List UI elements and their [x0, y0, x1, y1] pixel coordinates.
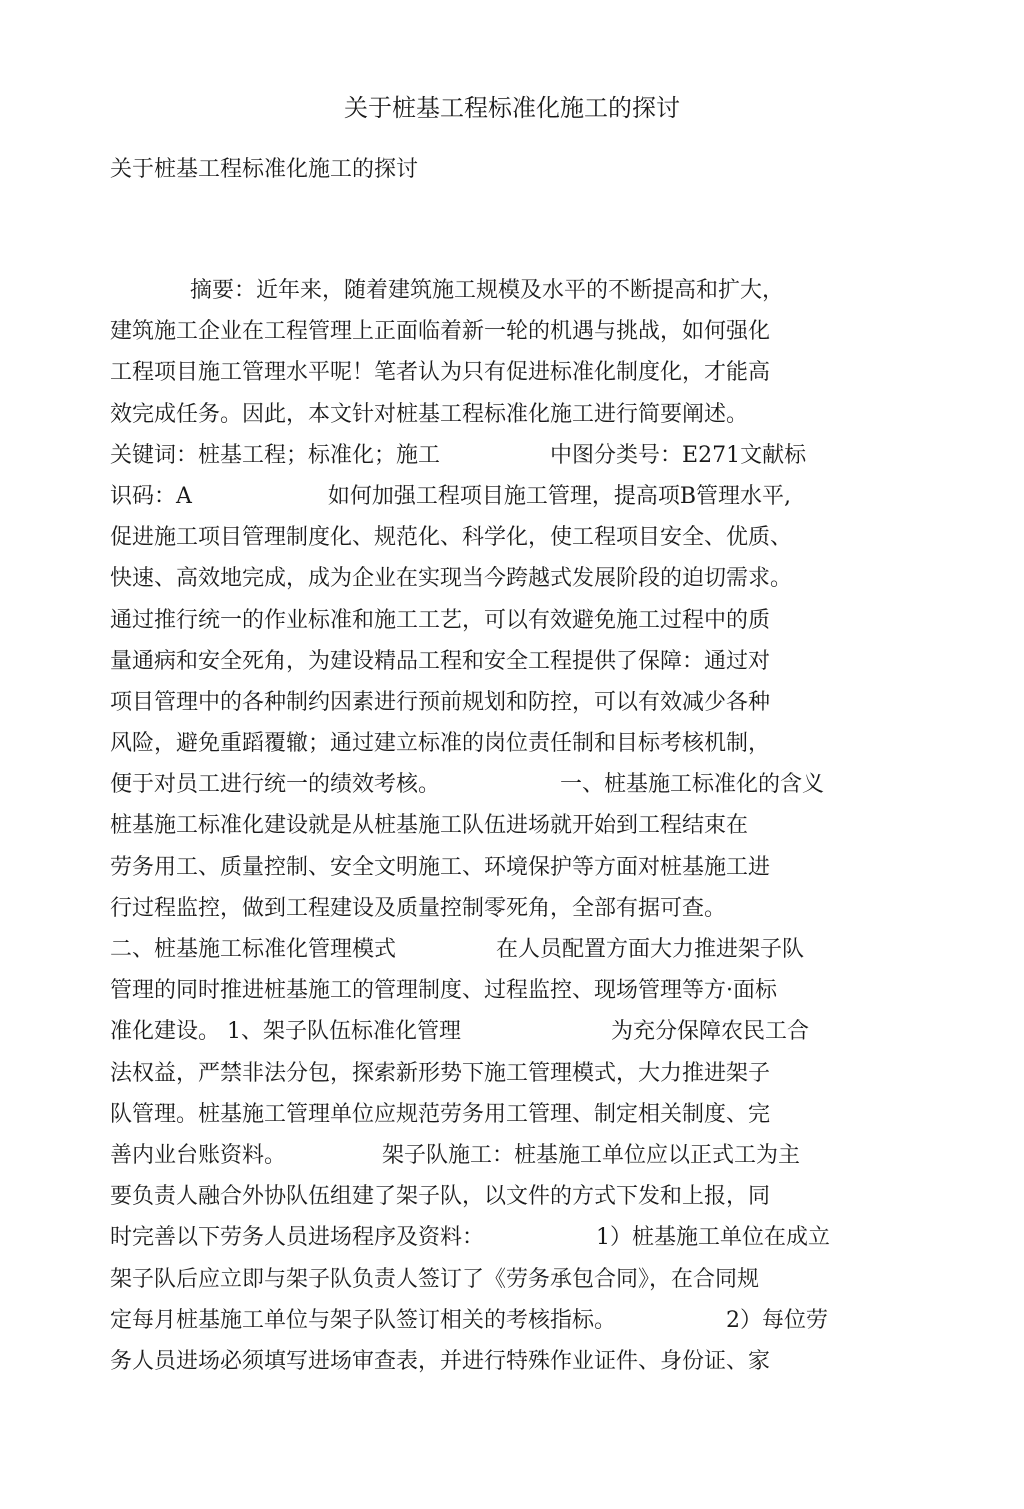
paragraph-line: 法权益，严禁非法分包，探索新形势下施工管理模式，大力推进架子 — [110, 1060, 771, 1086]
paragraph-line: 快速、高效地完成，成为企业在实现当今跨越式发展阶段的迫切需求。 — [110, 566, 793, 592]
paragraph-line: 定每月桩基施工单位与架子队签订相关的考核指标。 2）每位劳 — [110, 1307, 829, 1333]
paragraph-line: 时完善以下劳务人员进场程序及资料： 1）桩基施工单位在成立 — [110, 1225, 831, 1251]
paragraph-line: 项目管理中的各种制约因素进行预前规划和防控，可以有效减少各种 — [110, 689, 771, 715]
paragraph-line: 识码：A 如何加强工程项目施工管理，提高项B管理水平, — [110, 483, 792, 509]
paragraph-line: 善内业台账资料。 架子队施工：桩基施工单位应以正式工为主 — [110, 1142, 801, 1168]
paragraph-line: 准化建设。 1、架子队伍标准化管理 为充分保障农民工合 — [110, 1019, 810, 1045]
paragraph-line: 桩基施工标准化建设就是从桩基施工队伍进场就开始到工程结束在 — [110, 813, 749, 839]
document-title: 关于桩基工程标准化施工的探讨 — [344, 94, 680, 122]
paragraph-line: 便于对员工进行统一的绩效考核。 一、桩基施工标准化的含义 — [110, 772, 825, 798]
paragraph-line: 务人员进场必须填写进场审查表，并进行特殊作业证件、身份证、家 — [110, 1348, 771, 1374]
document-subtitle: 关于桩基工程标准化施工的探讨 — [110, 157, 419, 182]
paragraph-line: 促进施工项目管理制度化、规范化、科学化，使工程项目安全、优质、 — [110, 525, 793, 551]
paragraph-line: 管理的同时推进桩基施工的管理制度、过程监控、现场管理等方·面标 — [110, 978, 777, 1004]
paragraph-line: 工程项目施工管理水平呢！笔者认为只有促进标准化制度化，才能高 — [110, 360, 771, 386]
paragraph-line: 关键词：桩基工程；标准化；施工 中图分类号：E271文献标 — [110, 442, 807, 468]
paragraph-line: 摘要：近年来，随着建筑施工规模及水平的不断提高和扩大， — [190, 278, 785, 303]
paragraph-line: 通过推行统一的作业标准和施工工艺，可以有效避免施工过程中的质 — [110, 607, 771, 633]
paragraph-line: 队管理。桩基施工管理单位应规范劳务用工管理、制定相关制度、完 — [110, 1101, 771, 1127]
paragraph-line: 效完成任务。因此，本文针对桩基工程标准化施工进行简要阐述。 — [110, 401, 749, 427]
paragraph-line: 二、桩基施工标准化管理模式 在人员配置方面大力推进架子队 — [110, 937, 805, 962]
paragraph-line: 要负责人融合外协队伍组建了架子队，以文件的方式下发和上报，同 — [110, 1184, 771, 1210]
document-body — [110, 270, 910, 1382]
paragraph-line: 风险，避免重蹈覆辙；通过建立标准的岗位责任制和目标考核机制， — [110, 731, 771, 757]
paragraph-line: 劳务用工、质量控制、安全文明施工、环境保护等方面对桩基施工进 — [110, 854, 771, 880]
paragraph-line: 量通病和安全死角，为建设精品工程和安全工程提供了保障：通过对 — [110, 648, 771, 674]
paragraph-line: 建筑施工企业在工程管理上正面临着新一轮的机遇与挑战，如何强化 — [110, 319, 771, 345]
paragraph-line: 架子队后应立即与架子队负责人签订了《劳务承包合同》，在合同规 — [110, 1266, 760, 1292]
paragraph-line: 行过程监控，做到工程建设及质量控制零死角，全部有据可查。 — [110, 895, 727, 921]
